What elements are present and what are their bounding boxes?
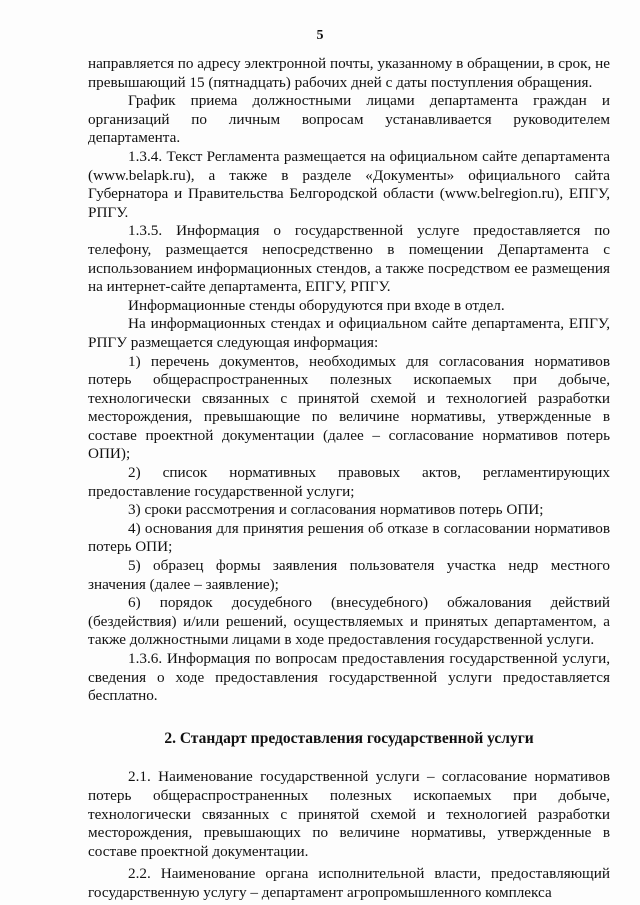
page-number: 5 bbox=[316, 28, 324, 43]
paragraph-continuation: направляется по адресу электронной почты, указанному в обращении, в срок, не превышающий 15 (пятнадцать) рабочих дней с даты поступления обращения. bbox=[88, 55, 610, 91]
list-item-5: 5) образец формы заявления пользователя участка недр местного значения (далее – заявление); bbox=[88, 557, 610, 593]
paragraph-reception-schedule: График приема должностными лицами департамента граждан и организаций по личным вопросам устанавливается руководителем департамента. bbox=[88, 92, 610, 147]
paragraph-1-3-4: 1.3.4. Текст Регламента размещается на официальном сайте департамента (www.belapk.ru), а также в разделе «Документы» официального сайта Губернатора и Правительства Белгородской области (www.belregion.ru), ЕПГУ, РПГУ. bbox=[88, 147, 610, 221]
list-item-4: 4) основания для принятия решения об отказе в согласовании нормативов потерь ОПИ; bbox=[88, 519, 610, 556]
paragraph-2-2: 2.2. Наименование органа исполнительной власти, предоставляющий государственную услугу – департамент агропромышленного комплекса bbox=[88, 865, 610, 901]
paragraph-1-3-6: 1.3.6. Информация по вопросам предоставления государственной услуги, сведения о ходе предоставления государственной услуги предоставляется бесплатно. bbox=[88, 650, 610, 705]
list-item-2: 2) список нормативных правовых актов, регламентирующих предоставление государственной услуги; bbox=[88, 464, 610, 500]
list-item-3: 3) сроки рассмотрения и согласования нормативов потерь ОПИ; bbox=[128, 501, 544, 519]
paragraph-info-stands: Информационные стенды оборудуются при входе в отдел. bbox=[128, 296, 505, 314]
paragraph-2-1: 2.1. Наименование государственной услуги – согласование нормативов потерь общераспространенных полезных ископаемых при добыче, технологически связанных с принятой схемой и технологией разработки месторождения, превышающих по величине нормативы, утвержденные в составе проектной документации. bbox=[88, 768, 610, 860]
list-item-1: 1) перечень документов, необходимых для согласования нормативов потерь общераспространенных полезных ископаемых при добыче, технологически связанных с принятой схемой и технологией разработки месторождения, превышающие по величине нормативы, утвержденные в составе проектной документации (далее – согласование нормативов потерь ОПИ); bbox=[88, 352, 610, 463]
document-body bbox=[88, 55, 610, 903]
paragraph-info-list-intro: На информационных стендах и официальном сайте департамента, ЕПГУ, РПГУ размещается следующая информация: bbox=[88, 315, 610, 351]
list-item-6: 6) порядок досудебного (внесудебного) обжалования действий (бездействия) и/или решений, осуществляемых и принятых департаментом, а также должностными лицами в ходе предоставления государственной услуги. bbox=[88, 594, 610, 649]
section-heading: 2. Стандарт предоставления государственной услуги bbox=[164, 729, 534, 747]
paragraph-1-3-5: 1.3.5. Информация о государственной услуге предоставляется по телефону, размещается непосредственно в помещении Департамента с использованием информационных стендов, а также посредством ее размещения на интернет-сайте департамента, ЕПГУ, РПГУ. bbox=[88, 222, 610, 296]
